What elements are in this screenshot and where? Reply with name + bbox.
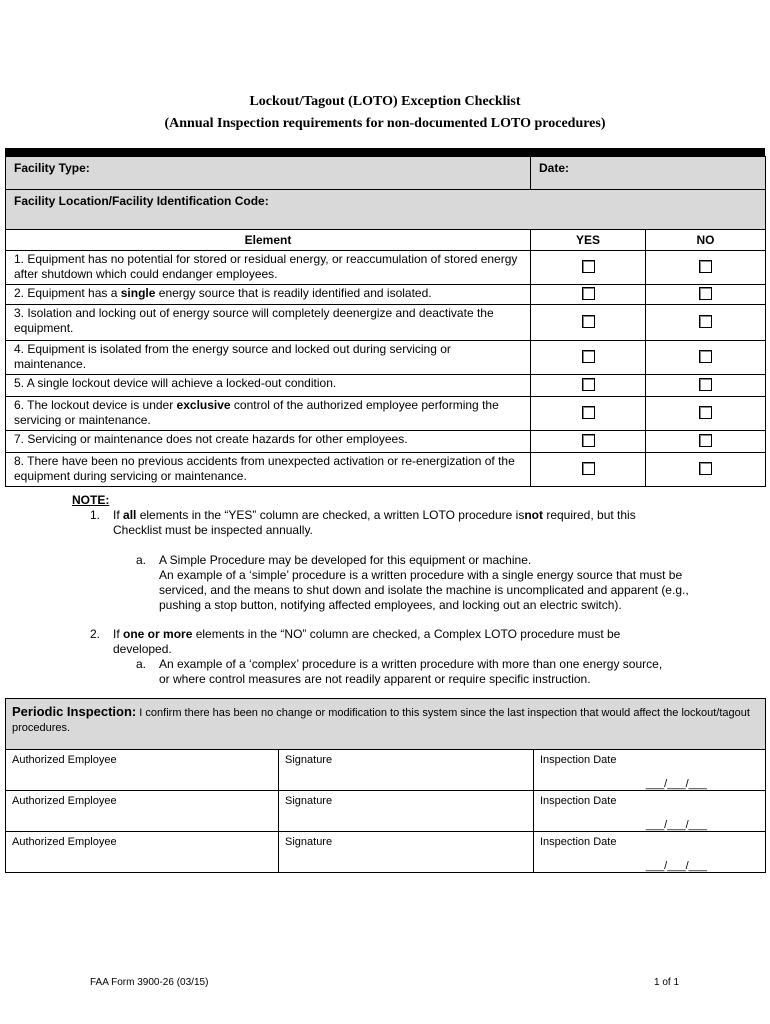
checklist-row bbox=[6, 305, 766, 341]
inspection-date-field[interactable]: Inspection Date ___/___/___ bbox=[534, 832, 766, 873]
page-number: 1 of 1 bbox=[654, 977, 680, 988]
column-header-element: Element bbox=[6, 230, 531, 251]
signature-field[interactable]: Signature bbox=[279, 832, 534, 873]
checklist-row bbox=[6, 453, 766, 487]
yes-checkbox[interactable] bbox=[582, 434, 595, 447]
yes-checkbox[interactable] bbox=[582, 350, 595, 363]
checklist-row bbox=[6, 285, 766, 305]
inspection-date-field[interactable]: Inspection Date ___/___/___ bbox=[534, 791, 766, 832]
checklist-item-text: 2. Equipment has a single energy source that is readily identified and isolated. bbox=[6, 285, 531, 305]
facility-type-label: Facility Type: bbox=[14, 161, 90, 175]
no-checkbox[interactable] bbox=[699, 462, 712, 475]
inspection-date-field[interactable]: Inspection Date ___/___/___ bbox=[534, 750, 766, 791]
inspection-row bbox=[6, 832, 766, 873]
note-2-text: If one or more elements in the “NO” column are checked, a Complex LOTO procedure must be developed. bbox=[113, 627, 621, 656]
inspection-row bbox=[6, 750, 766, 791]
checklist-row bbox=[6, 397, 766, 431]
yes-checkbox[interactable] bbox=[582, 378, 595, 391]
yes-checkbox[interactable] bbox=[582, 315, 595, 328]
checklist-item-text: 3. Isolation and locking out of energy source will completely deenergize and deactivate the equipment. bbox=[6, 305, 531, 341]
document-subtitle: (Annual Inspection requirements for non-documented LOTO procedures) bbox=[164, 116, 606, 131]
note-1-number: 1. bbox=[90, 508, 101, 522]
checklist-row bbox=[6, 251, 766, 285]
no-checkbox[interactable] bbox=[699, 378, 712, 391]
no-checkbox[interactable] bbox=[699, 287, 712, 300]
checklist-row bbox=[6, 431, 766, 453]
note-label: NOTE: bbox=[72, 493, 110, 507]
authorized-employee-field[interactable]: Authorized Employee bbox=[6, 832, 279, 873]
yes-checkbox[interactable] bbox=[582, 287, 595, 300]
date-field[interactable] bbox=[531, 157, 766, 190]
note-2a-text: An example of a ‘complex’ procedure is a written procedure with more than one energy source, or where control measures are not readily apparent or require specific instruction. bbox=[159, 657, 663, 686]
no-checkbox[interactable] bbox=[699, 260, 712, 273]
date-label: Date: bbox=[539, 161, 570, 175]
column-header-no: NO bbox=[646, 230, 766, 251]
inspection-row bbox=[6, 791, 766, 832]
form-number: FAA Form 3900-26 (03/15) bbox=[90, 977, 209, 988]
note-1-text: If all elements in the “YES” column are checked, a written LOTO procedure isnot required, but this Checklist must be inspected annually. bbox=[113, 508, 636, 537]
checklist-row bbox=[6, 341, 766, 375]
checklist-item-text: 6. The lockout device is under exclusive control of the authorized employee performing the servicing or maintenance. bbox=[6, 397, 531, 431]
authorized-employee-field[interactable]: Authorized Employee bbox=[6, 791, 279, 832]
note-2-number: 2. bbox=[90, 627, 101, 641]
checklist-item-text: 4. Equipment is isolated from the energy source and locked out during servicing or maintenance. bbox=[6, 341, 531, 375]
periodic-inspection-table bbox=[5, 698, 766, 873]
no-checkbox[interactable] bbox=[699, 434, 712, 447]
header-bar bbox=[5, 148, 765, 156]
yes-checkbox[interactable] bbox=[582, 406, 595, 419]
yes-checkbox[interactable] bbox=[582, 462, 595, 475]
signature-field[interactable]: Signature bbox=[279, 750, 534, 791]
checklist-row bbox=[6, 375, 766, 397]
authorized-employee-field[interactable]: Authorized Employee bbox=[6, 750, 279, 791]
checklist-item-text: 7. Servicing or maintenance does not create hazards for other employees. bbox=[6, 431, 531, 453]
checklist-item-text: 5. A single lockout device will achieve a locked-out condition. bbox=[6, 375, 531, 397]
no-checkbox[interactable] bbox=[699, 350, 712, 363]
note-2a-number: a. bbox=[136, 657, 147, 671]
note-1a-text: A Simple Procedure may be developed for this equipment or machine. An example of a ‘simple’ procedure is a written procedure with a single energy source that must be serviced, and the means to shut down and isolate the machine is uncomplicated and apparent (e.g., pushing a stop button, notifying affected employees, and locking out an electric switch). bbox=[159, 553, 689, 612]
checklist-table bbox=[5, 156, 766, 487]
note-1a-number: a. bbox=[136, 553, 147, 567]
document-title: Lockout/Tagout (LOTO) Exception Checklist bbox=[249, 94, 521, 109]
yes-checkbox[interactable] bbox=[582, 260, 595, 273]
periodic-inspection-statement: Periodic Inspection: I confirm there has been no change or modification to this system since the last inspection that would affect the lockout/tagout procedures. bbox=[6, 699, 766, 750]
checklist-item-text: 1. Equipment has no potential for stored or residual energy, or reaccumulation of stored energy after shutdown which could endanger employees. bbox=[6, 251, 531, 285]
checklist-item-text: 8. There have been no previous accidents from unexpected activation or re-energization of the equipment during servicing or maintenance. bbox=[6, 453, 531, 487]
facility-location-label: Facility Location/Facility Identification Code: bbox=[14, 194, 269, 208]
facility-type-field[interactable] bbox=[6, 157, 531, 190]
facility-location-field[interactable] bbox=[6, 190, 766, 230]
no-checkbox[interactable] bbox=[699, 406, 712, 419]
no-checkbox[interactable] bbox=[699, 315, 712, 328]
column-header-yes: YES bbox=[531, 230, 646, 251]
signature-field[interactable]: Signature bbox=[279, 791, 534, 832]
